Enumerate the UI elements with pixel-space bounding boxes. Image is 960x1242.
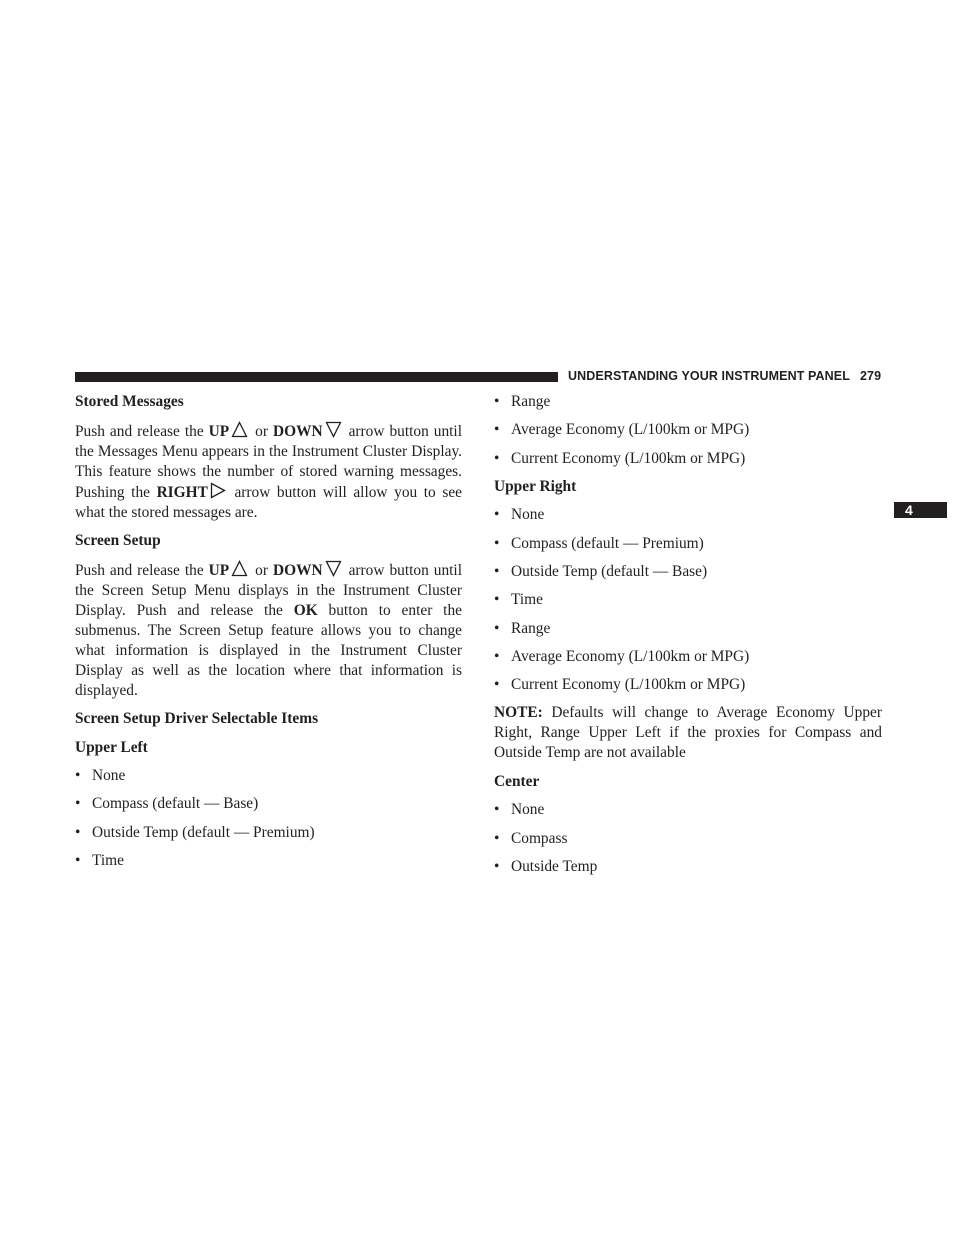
list-item: • Average Economy (L/100km or MPG) bbox=[494, 647, 750, 665]
heading-upper-left: Upper Left bbox=[75, 738, 148, 756]
list-item: • Compass (default — Premium) bbox=[494, 534, 704, 552]
list-item: • Outside Temp (default — Base) bbox=[494, 562, 708, 580]
up-arrow-icon bbox=[231, 560, 248, 577]
paragraph-stored-messages: Push and release the UP or DOWN arrow button until the Messages Menu appears in the Instrument Cluster Display. This feature shows the number of stored warning messages. Pushing the RIGHT arrow button will allow you to see what the stored messages are. bbox=[75, 422, 462, 521]
note-paragraph: NOTE: Defaults will change to Average Economy Upper Right, Range Upper Left if the proxies for Compass and Outside Temp are not available bbox=[494, 704, 882, 762]
heading-screen-setup: Screen Setup bbox=[75, 532, 161, 549]
list-item: • None bbox=[494, 801, 545, 819]
list-item: • None bbox=[75, 767, 126, 784]
list-item: • Compass bbox=[494, 829, 568, 847]
header-rule bbox=[75, 372, 558, 382]
list-item: • Outside Temp bbox=[494, 858, 598, 876]
running-header bbox=[568, 369, 881, 383]
heading-center: Center bbox=[494, 772, 540, 790]
list-item: • Time bbox=[75, 851, 124, 869]
page-number: 279 bbox=[859, 369, 882, 383]
left-column bbox=[75, 392, 462, 879]
note-label: NOTE: bbox=[494, 704, 543, 722]
chapter-tab: 4 bbox=[894, 502, 947, 518]
list-item: • Average Economy (L/100km or MPG) bbox=[494, 421, 750, 439]
list-item: • None bbox=[494, 506, 545, 524]
paragraph-screen-setup: Push and release the UP or DOWN arrow button until the Screen Setup Menu displays in the Instrument Cluster Display. Push and release the OK button to enter the submenus. The Screen Setup feature allows you to change what information is displayed in the Instrument Cluster Display as well as the location where that information is displayed. bbox=[75, 561, 462, 699]
list-item: • Current Economy (L/100km or MPG) bbox=[494, 676, 746, 694]
heading-upper-right: Upper Right bbox=[494, 477, 577, 495]
heading-stored-messages: Stored Messages bbox=[75, 393, 184, 410]
heading-selectable-items: Screen Setup Driver Selectable Items bbox=[75, 710, 319, 727]
right-column bbox=[494, 392, 882, 885]
list-item: • Range bbox=[494, 393, 551, 410]
list-item: • Outside Temp (default — Premium) bbox=[75, 823, 315, 841]
list-item: • Current Economy (L/100km or MPG) bbox=[494, 449, 746, 467]
down-arrow-icon bbox=[325, 421, 342, 438]
right-arrow-icon bbox=[210, 482, 226, 499]
list-item: • Compass (default — Base) bbox=[75, 795, 259, 813]
down-arrow-icon bbox=[325, 560, 342, 577]
list-item: • Time bbox=[494, 591, 543, 609]
list-item: • Range bbox=[494, 619, 551, 637]
header-title: UNDERSTANDING YOUR INSTRUMENT PANEL bbox=[568, 369, 850, 383]
up-arrow-icon bbox=[231, 421, 248, 438]
